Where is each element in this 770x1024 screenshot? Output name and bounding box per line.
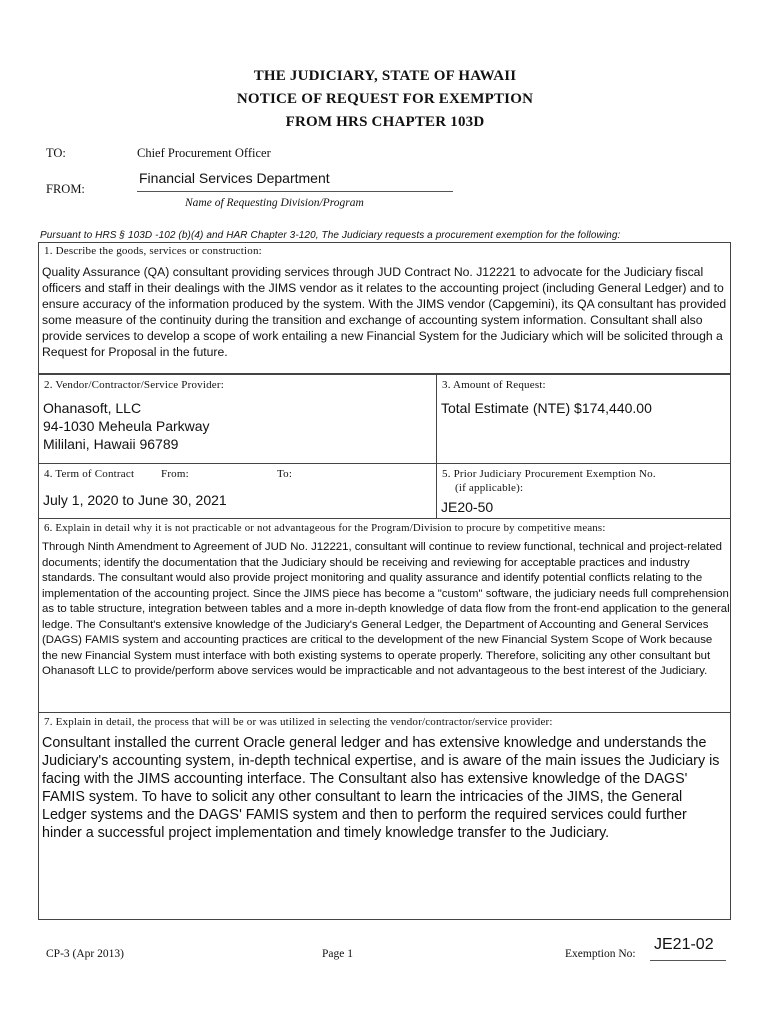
- title-line-2: NOTICE OF REQUEST FOR EXEMPTION: [236, 91, 534, 107]
- section-7-text[interactable]: Consultant installed the current Oracle general ledger and has extensive knowledge and understands the Judiciary's accounting system, in-depth technical expertise, and is aware of the main issues the Judiciary is facing with the JIMS accounting interface. The Consultant also has extensive knowledge of the DAGS' FAMIS system. To have to solicit any other consultant to learn the intricacies of the JIMS, the General Ledger systems and the DAGS' FAMIS system and then to perform the required services could further hinder a successful project implementation and timely knowledge transfer to the Judiciary.: [42, 735, 720, 841]
- from-underline: [137, 191, 453, 192]
- section-7-label: 7. Explain in detail, the process that will be or was utilized in selecting the vendor/contractor/service provider:: [44, 716, 553, 728]
- vendor-name[interactable]: Ohanasoft, LLC: [43, 400, 142, 416]
- section-5-label: 5. Prior Judiciary Procurement Exemption No.: [442, 468, 656, 480]
- page-number: Page 1: [322, 948, 353, 960]
- section-5-sublabel: (if applicable):: [455, 482, 524, 494]
- from-caption: Name of Requesting Division/Program: [185, 197, 364, 209]
- amount-of-request[interactable]: Total Estimate (NTE) $174,440.00: [441, 400, 652, 416]
- section-6-text[interactable]: Through Ninth Amendment to Agreement of JUD No. J12221, consultant will continue to review functional, technical and project-related documents; identify the documentation that the Judiciary should be receiving and reviewing for acceptable practices and industry standards. The consultant would also provide project monitoring and quality assurance and identify potential conflicts relating to the implementation of the accounting project. Since the JIMS piece has become a "custom" software, the judiciary needs full comprehension as to table structure, integration between tables and a more in-depth knowledge of data flow from the front-end application to the general ledge. The Consultant's extensive knowledge of the Judiciary's General Ledger, the Department of Accounting and General Services (DAGS) FAMIS system and accounting practices are critical to the development of the new Financial System Scope of Work because the new Financial System must interface with both existing systems to operate properly. Therefore, soliciting any other consultant but Ohanasoft LLC to provide/perform above services would be impracticable and not advantageous to the best interest of the Judiciary.: [42, 541, 730, 677]
- section-3-label: 3. Amount of Request:: [442, 379, 546, 391]
- section-2-box: [38, 374, 437, 464]
- exemption-no-label: Exemption No:: [565, 948, 636, 960]
- vendor-address-2[interactable]: Mililani, Hawaii 96789: [43, 436, 179, 452]
- section-1-label: 1. Describe the goods, services or construction:: [44, 245, 262, 257]
- term-of-contract[interactable]: July 1, 2020 to June 30, 2021: [43, 492, 227, 508]
- to-value: Chief Procurement Officer: [137, 146, 271, 160]
- exemption-no-value[interactable]: JE21-02: [654, 936, 714, 953]
- pursuant-statement: Pursuant to HRS § 103D -102 (b)(4) and HAR Chapter 3-120, The Judiciary requests a procurement exemption for the following:: [40, 230, 621, 241]
- from-value[interactable]: Financial Services Department: [139, 170, 330, 186]
- form-id: CP-3 (Apr 2013): [46, 948, 124, 960]
- prior-exemption-number[interactable]: JE20-50: [441, 499, 494, 515]
- from-label: FROM:: [46, 182, 85, 196]
- exemption-no-underline: [650, 960, 726, 961]
- section-4-from-label: From:: [161, 468, 189, 480]
- section-7-box: [38, 712, 731, 920]
- section-1-box: [38, 242, 731, 374]
- title-line-3: FROM HRS CHAPTER 103D: [285, 114, 485, 130]
- title-line-1: THE JUDICIARY, STATE OF HAWAII: [253, 68, 517, 84]
- section-6-label: 6. Explain in detail why it is not practicable or not advantageous for the Program/Division to procure by competitive means:: [44, 522, 606, 534]
- section-4-label: 4. Term of Contract: [44, 468, 135, 480]
- to-label: TO:: [46, 146, 66, 160]
- section-1-text[interactable]: Quality Assurance (QA) consultant providing services through JUD Contract No. J12221 to advocate for the Judiciary fiscal officers and staff in their dealings with the JIMS vendor as it relates to the accounting project (including General Ledger) and to ensure accuracy of the information produced by the system. With the JIMS vendor (Capgemini), its QA consultant has provided some measure of the continuity during the transition and exchange of accounting system information. Consultant shall also provide services to develop a scope of work entailing a new Financial System for the Judiciary which will be solicited through a Request for Proposal in the future.: [42, 265, 727, 359]
- section-4-box: [38, 463, 437, 519]
- section-3-box: [436, 374, 731, 464]
- vendor-address-1[interactable]: 94-1030 Meheula Parkway: [43, 418, 210, 434]
- section-2-label: 2. Vendor/Contractor/Service Provider:: [44, 379, 224, 391]
- section-5-box: [436, 463, 731, 519]
- section-4-to-label: To:: [277, 468, 293, 480]
- section-6-box: [38, 518, 731, 713]
